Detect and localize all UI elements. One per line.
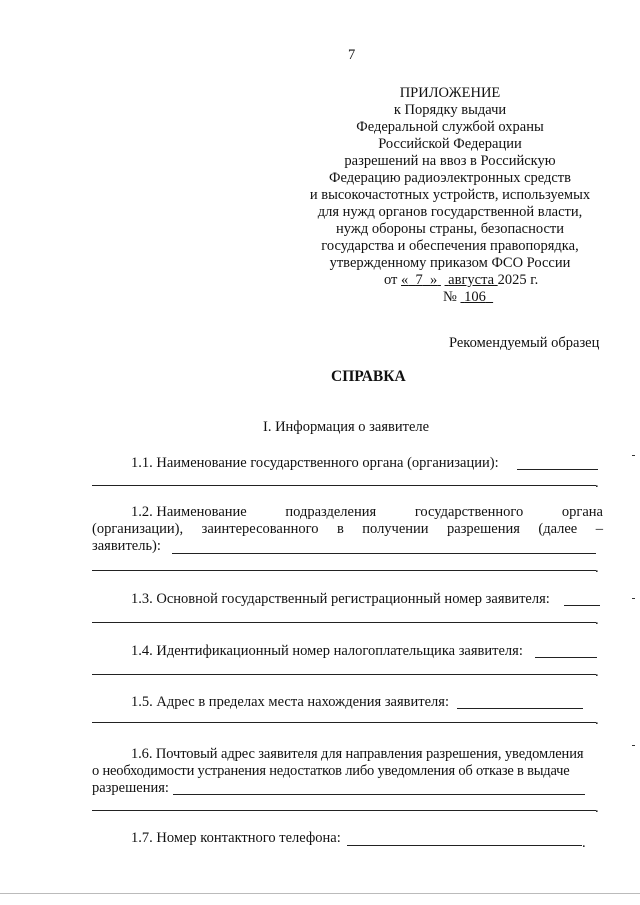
field-1-6-input-line[interactable] (173, 794, 585, 795)
appendix-line: нужд обороны страны, безопасности (336, 221, 564, 237)
appendix-date (384, 271, 538, 289)
field-1-3-label: 1.3. Основной государственный регистрационный номер заявителя: (131, 591, 550, 607)
end-mark: . (595, 664, 599, 680)
end-mark: . (582, 835, 586, 851)
field-1-1-input-line-2[interactable] (92, 485, 596, 486)
recommended-sample-label: Рекомендуемый образец (449, 335, 600, 351)
field-1-6-line-3: разрешения: (92, 780, 169, 796)
date-day: « 7 » (401, 272, 438, 288)
scan-edge (0, 893, 640, 894)
end-mark: . (595, 800, 599, 816)
appendix-line: Федеральной службой охраны (356, 119, 544, 135)
field-1-7-input-line[interactable] (347, 845, 582, 846)
page-number: 7 (348, 47, 356, 63)
scan-artifact (632, 598, 635, 599)
date-month: августа (448, 272, 495, 288)
appendix-line: утвержденному приказом ФСО России (329, 255, 571, 271)
field-1-6-line-2: о необходимости устранения недостатков либо уведомления об отказе в выдаче (92, 763, 570, 779)
end-mark: . (595, 712, 599, 728)
field-1-6-input-line-2[interactable] (92, 810, 596, 811)
field-1-5-label: 1.5. Адрес в пределах места нахождения заявителя: (131, 694, 449, 710)
field-1-1-input-line[interactable] (517, 469, 598, 470)
field-1-2-input-line-2[interactable] (92, 570, 596, 571)
field-1-2-line-2: (организации), заинтересованного в получении разрешения (далее – (92, 521, 603, 537)
field-1-5-input-line[interactable] (457, 708, 583, 709)
field-1-2-input-line[interactable] (172, 553, 596, 554)
end-mark: . (595, 560, 599, 576)
appendix-number (443, 288, 493, 306)
field-1-2-line-1: 1.2. Наименование подразделения государственного органа (131, 504, 603, 520)
appendix-line: и высокочастотных устройств, используемых (309, 187, 591, 203)
end-mark: . (595, 475, 599, 491)
field-1-3-input-line-2[interactable] (92, 622, 596, 623)
appendix-line: государства и обеспечения правопорядка, (321, 238, 579, 254)
appendix-line: для нужд органов государственной власти, (317, 204, 583, 220)
field-1-1-label: 1.1. Наименование государственного органа (организации): (131, 455, 499, 471)
appendix-line: Федерацию радиоэлектронных средств (329, 170, 571, 186)
field-1-6-line-1: 1.6. Почтовый адрес заявителя для направления разрешения, уведомления (131, 746, 584, 762)
field-1-4-input-line[interactable] (535, 657, 597, 658)
document-title: СПРАВКА (331, 368, 406, 385)
appendix-line: к Порядку выдачи (393, 102, 507, 118)
date-prefix: от (384, 272, 398, 288)
field-1-7-label: 1.7. Номер контактного телефона: (131, 830, 341, 846)
field-1-4-label: 1.4. Идентификационный номер налогоплательщика заявителя: (131, 643, 523, 659)
appendix-line: Российской Федерации (378, 136, 522, 152)
number-prefix: № (443, 289, 457, 305)
field-1-2-label-end: заявитель): (92, 538, 161, 554)
field-1-5-input-line-2[interactable] (92, 722, 596, 723)
scan-artifact (632, 745, 635, 746)
date-year: 2025 г. (497, 272, 539, 288)
scan-artifact (632, 455, 635, 456)
appendix-line: разрешений на ввоз в Российскую (344, 153, 556, 169)
field-1-4-input-line-2[interactable] (92, 674, 596, 675)
number-value: 106 (464, 289, 486, 305)
field-1-3-input-line[interactable] (564, 605, 600, 606)
appendix-line: ПРИЛОЖЕНИЕ (399, 85, 501, 101)
section-title: I. Информация о заявителе (263, 419, 430, 435)
end-mark: . (595, 612, 599, 628)
